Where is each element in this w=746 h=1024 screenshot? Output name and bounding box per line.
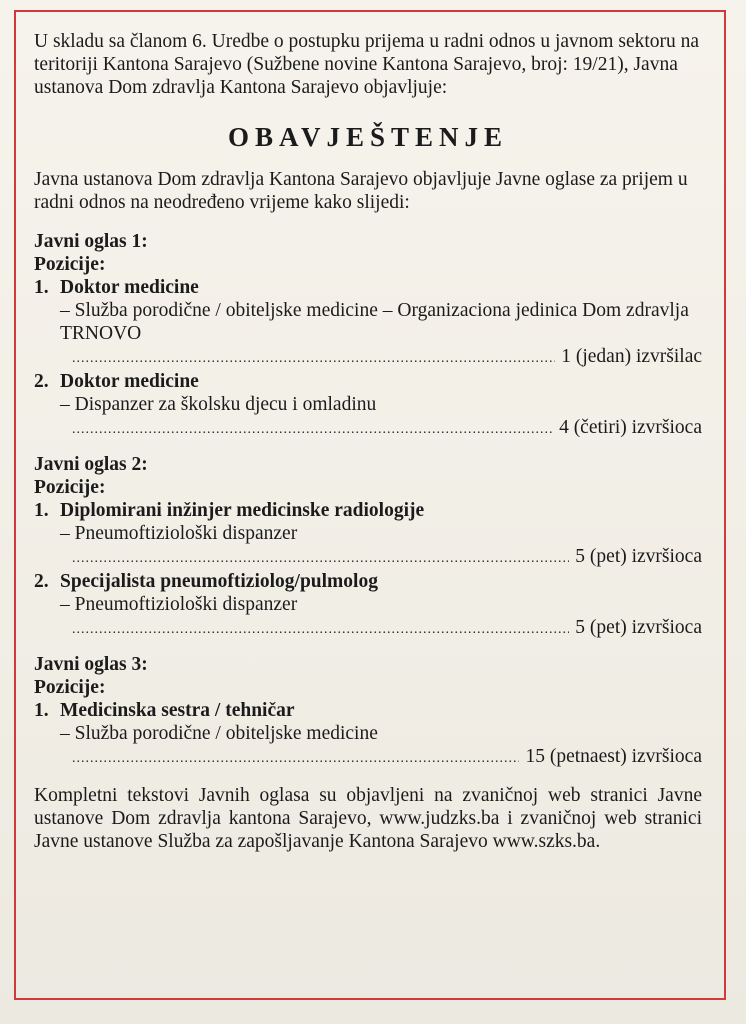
dot-leader	[72, 347, 555, 370]
public-ad-3	[34, 653, 702, 770]
dot-leader	[72, 747, 519, 770]
position-number: 1.	[34, 700, 49, 721]
positions-label: Pozicije:	[34, 254, 106, 275]
ad-title: Javni oglas 3:	[34, 654, 148, 675]
position-count: 5 (pet) izvršioca	[575, 617, 702, 638]
position-title	[34, 276, 702, 299]
position-unit: – Služba porodične / obiteljske medicine	[60, 723, 378, 744]
position-unit: – Dispanzer za školsku djecu i omladinu	[60, 394, 377, 415]
position-title	[34, 370, 702, 393]
position-item	[34, 370, 702, 441]
public-ad-1	[34, 230, 702, 441]
position-count-line	[34, 616, 702, 641]
positions-label: Pozicije:	[34, 677, 106, 698]
position-count: 5 (pet) izvršioca	[575, 546, 702, 567]
public-ad-2	[34, 453, 702, 641]
position-number: 1.	[34, 500, 49, 521]
position-unit: – Pneumoftiziološki dispanzer	[60, 523, 298, 544]
position-count: 1 (jedan) izvršilac	[561, 346, 702, 367]
position-unit: – Pneumoftiziološki dispanzer	[60, 594, 298, 615]
intro-paragraph: U skladu sa članom 6. Uredbe o postupku prijema u radni odnos u javnom sektoru na teritoriji Kantona Sarajevo (Sužbene novine Kantona Sarajevo, broj: 19/21), Javna ustanova Dom zdravlja Kantona Sarajevo objavljuje:	[34, 31, 700, 98]
position-name: Diplomirani inžinjer medicinske radiologije	[60, 500, 425, 521]
notice-heading: OBAVJEŠTENJE	[227, 122, 509, 152]
position-item	[34, 499, 702, 570]
position-count: 4 (četiri) izvršioca	[559, 417, 702, 438]
position-name: Doktor medicine	[60, 277, 199, 298]
position-number: 2.	[34, 571, 49, 592]
position-title	[34, 699, 702, 722]
ad-title: Javni oglas 2:	[34, 454, 148, 475]
position-count-line	[34, 345, 702, 370]
position-number: 2.	[34, 371, 49, 392]
description-paragraph: Javna ustanova Dom zdravlja Kantona Sarajevo objavljuje Javne oglase za prijem u radni odnos na neodređeno vrijeme kako slijedi:	[34, 169, 688, 213]
position-item	[34, 570, 702, 641]
position-title	[34, 570, 702, 593]
position-number: 1.	[34, 277, 49, 298]
position-unit: – Služba porodične / obiteljske medicine – Organizaciona jedinica Dom zdravlja TRNOVO	[60, 300, 689, 344]
dot-leader	[72, 418, 553, 441]
position-name: Medicinska sestra / tehničar	[60, 700, 295, 721]
position-name: Doktor medicine	[60, 371, 199, 392]
position-count-line	[34, 745, 702, 770]
position-title	[34, 499, 702, 522]
position-item	[34, 276, 702, 370]
position-name: Specijalista pneumoftiziolog/pulmolog	[60, 571, 378, 592]
position-count: 15 (petnaest) izvršioca	[525, 746, 702, 767]
notice-content	[34, 30, 702, 873]
position-count-line	[34, 416, 702, 441]
dot-leader	[72, 618, 569, 641]
positions-label: Pozicije:	[34, 477, 106, 498]
position-count-line	[34, 545, 702, 570]
footer-paragraph: Kompletni tekstovi Javnih oglasa su objavljeni na zvaničnoj web stranici Javne ustanove Dom zdravlja kantona Sarajevo, www.judzks.ba i zvaničnoj web stranici Javne ustanove Služba za zapošljavanje Kantona Sarajevo www.szks.ba.	[34, 785, 702, 852]
dot-leader	[72, 547, 569, 570]
position-item	[34, 699, 702, 770]
ad-title: Javni oglas 1:	[34, 231, 148, 252]
